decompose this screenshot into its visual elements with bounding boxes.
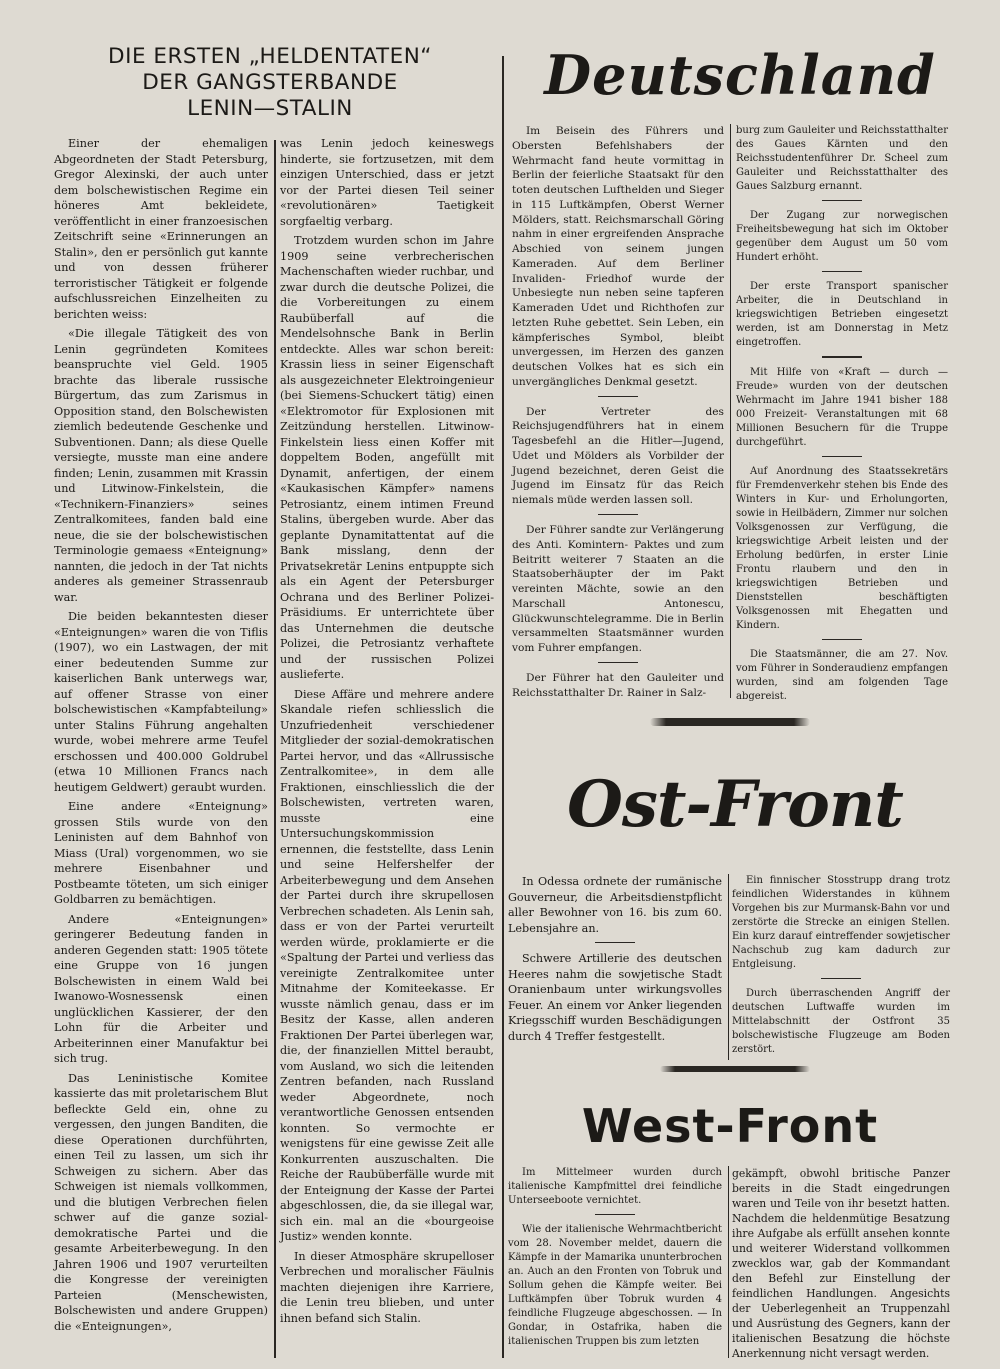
headline-line-2: DER GANGSTERBANDE [142, 70, 398, 95]
section-divider [650, 718, 810, 726]
paragraph: Die beiden bekanntesten dieser «Enteignungen» waren die von Tiflis (1907), wo ein Lastwagen, der mit einer bedeutenden Summe zur kaiserlichen Bank unterwegs war, auf offener Strasse von einer bolschewistischen «Kampfabteilung» unter Stalins Führung angehalten wurde, wobei mehrere arme Teufel erschossen und 400.000 Goldrubel (etwa 10 Millionen Francs nach heutigem Geldwert) geraubt wurden. [54, 610, 268, 794]
paragraph: «Die illegale Tätigkeit des von Lenin gegründeten Komitees beanspruchte viel Geld. 1905 brachte das liberale russische Bürgertum, das zum Zarismus in Opposition stand, den Bolschewisten ziemlich bedeutende Geschenke und Subventionen. Dann; als diese Quelle versiegte, musste man eine andere finden; Lenin, zusammen mit Krassin und Litwinow-Finkelstein, die «Technikern-Finanziers» seines Zentralkomitees, fanden bald eine neue, die sie der bolschewistischen Terminologie gemaess «Enteignung» nannten, die jedoch in der Tat nichts anderes als gemeiner Strassenraub war. [54, 327, 268, 604]
news-item: Mit Hilfe von «Kraft — durch — Freude» wurden von der deutschen Wehrmacht im Jahre 1941 bisher 188 000 Freizeit- Veranstaltungen mit 68 Millionen Besuchern für die Truppe durchgeführt. [736, 366, 948, 448]
item-separator [822, 456, 862, 457]
news-item: Durch überraschenden Angriff der deutschen Luftwaffe wurden im Mittelabschnitt der Ostfront 35 bolschewistische Flugzeuge am Boden zerstört. [732, 988, 950, 1056]
item-separator [595, 942, 635, 943]
paragraph: Einer der ehemaligen Abgeordneten der Stadt Petersburg, Gregor Alexinski, der auch unter dem bolschewistischen Regime ein höneres Amt bekleidete, veröffentlicht in einer franzoesischen Zeitschrift seine «Erinnerungen an Stalin», den er persönlich gut kannte und von dessen früherer terroristischer Tätigkeit er folgende aufschlussreichen Einzelheiten zu berichten weiss: [54, 137, 268, 321]
ost-front-column-left [508, 874, 722, 1044]
section-rule [502, 56, 504, 1358]
paragraph: In dieser Atmosphäre skrupelloser Verbrechen und moralischer Fäulnis machten diejenigen ihre Karriere, die Lenin treu blieben, und unter ihnen befand sich Stalin. [280, 1249, 494, 1325]
paragraph: was Lenin jedoch keineswegs hinderte, sie fortzusetzen, mit dem einzigen Unterschied, dass er jetzt vor der Partei diesen Teil seiner «revolutionären» Taetigkeit sorgfaeltig verbarg. [280, 137, 494, 228]
paragraph: Eine andere «Enteignung» grossen Stils wurde von den Leninisten auf dem Bahnhof von Miass (Ural) vorgenommen, wo sie mehrere Eisenbahner und Postbeamte töteten, um sich einiger Goldbarren zu bemächtigen. [54, 800, 268, 906]
west-front-masthead: West-Front [581, 1099, 879, 1153]
item-separator [822, 356, 862, 357]
west-front-column-right [732, 1166, 950, 1361]
item-separator [822, 200, 862, 201]
news-item: gekämpft, obwohl britische Panzer bereits in die Stadt eingedrungen waren und Teile von ihr besetzt hatten. Nachdem die heldenmütige Besatzung ihre Aufgabe als erfüllt ansehen konnte und weiterer Widerstand vollkommen zwecklos war, gab der Kommandant den Befehl zur Einstellung der feindlichen Handlungen. Angesichts der Ueberlegenheit an Truppenzahl und Ausrüstung des Gegners, kann der italienischen Besatzung die höchste Anerkennung nicht versagt werden. [732, 1167, 950, 1360]
ost-front-masthead: Ost-Front [567, 767, 903, 842]
news-item: Im Beisein des Führers und Obersten Befehlshabers der Wehrmacht fand heute vormittag in Berlin der feierliche Staatsakt für den toten deutschen Lufthelden und Sieger in 115 Luftkämpfen, Oberst Werner Mölders, statt. Reichsmarschall Göring nahm in einer ergreifenden Ansprache Abschied von seinem jungen Kameraden. Auf dem Berliner Invaliden- Friedhof wurde der Unbesiegte nun neben seine tapferen Kameraden Udet und Richthofen zur letzten Ruhe gebettet. Sein Leben, ein kämpferisches Symbol, bleibt unvergessen, im Herzen des ganzen deutschen Volkes hat es sich ein unvergängliches Denkmal gesetzt. [512, 125, 724, 388]
news-item: Der Zugang zur norwegischen Freiheitsbewegung hat sich im Oktober gegenüber dem August um 50 vom Hundert erhöht. [736, 210, 948, 264]
news-item: Der erste Transport spanischer Arbeiter, die in Deutschland in kriegswichtigen Betrieben eingesetzt werden, ist am Donnerstag in Metz eingetroffen. [736, 281, 948, 349]
paragraph: Diese Affäre und mehrere andere Skandale riefen schliesslich die Unzufriedenheit verschiedener Mitglieder der sozial-demokratischen Partei hervor, und das «Allrussische Zentralkomitee», in dem alle Fraktionen, einschliesslich die der Bolschewisten, vertreten waren, musste eine Untersuchungskommission ernennen, die feststellte, dass Lenin und seine Helfershelfer der Arbeiterbewegung und dem Ansehen der Partei durch ihre skrupellosen Verbrechen schadeten. Als Lenin sah, dass er von der Partei verurteilt werden würde, proklamierte er die «Spaltung der Partei und verliess das vereinigte Zentralkomitee unter Mitnahme der Komiteekasse. Er wusste nämlich genau, dass er im Besitz der Kasse, allen anderen Fraktionen Der Partei überlegen war, die, der finanziellen Mittel beraubt, vom Ausland, wo sich die leitenden Zentren befanden, nach Russland weder Abgeordnete, noch verantwortliche Genossen entsenden konnten. So vermochte er wenigstens für eine gewisse Zeit alle Konkurrenten auszuschalten. Die Reiche der Raubüberfälle wurde mit der Enteignung der Kasse der Partei abgeschlossen, die, da sie illegal war, sich ein. mal an die «bourgeoise Justiz» wenden konnte. [280, 687, 494, 1243]
section-divider [660, 1066, 810, 1072]
item-separator [598, 396, 638, 397]
news-item: burg zum Gauleiter und Reichsstatthalter des Gaues Kärnten und den Reichsstudentenführer Dr. Scheel zum Gauleiter und Reichsstatthalter des Gaues Salzburg ernannt. [736, 125, 948, 192]
news-item: Schwere Artillerie des deutschen Heeres nahm die sowjetische Stadt Oranienbaum unter wirkungsvolles Feuer. An einem vor Anker liegenden Kriegsschiff wurden Beschädigungen durch 4 Treffer festgestellt. [508, 952, 722, 1043]
item-separator [595, 1214, 635, 1215]
headline-line-3: LENIN—STALIN [187, 96, 353, 121]
paragraph: Andere «Enteignungen» geringerer Bedeutung fanden in anderen Gegenden statt: 1905 tötete eine Gruppe von 16 jungen Bolschewisten in einem Wald bei Iwanowo-Wosnessensk einen unglücklichen Kassierer, der den Lohn für die Arbeiter und Arbeiterinnen einer Manufaktur bei sich trug. [54, 912, 268, 1065]
news-item: Auf Anordnung des Staatssekretärs für Fremdenverkehr stehen bis Ende des Winters in Kur- und Erholungorten, sowie in Heilbädern, Zimmer nur solchen Volksgenossen zur Verfügung, die kriegswichtige Arbeit leisten und der Erholung bedürfen, in erster Linie Frontu rlaubern und den in kriegswichtigen Betrieben und Dienststellen beschäftigten Volksgenossen mit Ehegatten und Kindern. [736, 465, 948, 631]
news-item: Wie der italienische Wehrmachtbericht vom 28. November meldet, dauern die Kämpfe in der Mamarika ununterbrochen an. Auch an den Fronten von Tobruk und Sollum gehen die Kämpfe weiter. Bei Luftkämpfen über Tobruk wurden 4 feindliche Flugzeuge abgeschossen. — In Gondar, in Ostafrika, haben die italienischen Truppen bis zum letzten [508, 1224, 722, 1348]
column-rule [728, 874, 729, 1060]
deutschland-column-left [512, 124, 724, 701]
item-separator [822, 639, 862, 640]
headline-line-1: DIE ERSTEN „HELDENTATEN“ [108, 44, 432, 69]
ost-front-column-right [732, 874, 950, 1057]
column-rule [274, 140, 276, 1358]
item-separator [598, 662, 638, 663]
news-item: Im Mittelmeer wurden durch italienische Kampfmittel drei feindliche Unterseeboote vernichtet. [508, 1167, 722, 1206]
news-item: Der Vertreter des Reichsjugendführers hat in einem Tagesbefehl an die Hitler—Jugend, Udet und Mölders als Vorbilder der Jugend bezeichnet, deren Geist die Jugend im Einsatz für das Reich niemals müde werden lassen soll. [512, 405, 724, 507]
deutschland-column-right [736, 124, 948, 704]
item-separator [598, 514, 638, 515]
news-item: Der Führer hat den Gauleiter und Reichsstatthalter Dr. Rainer in Salz- [512, 672, 724, 699]
news-item: Der Führer sandte zur Verlängerung des Anti. Komintern- Paktes und zum Beitritt weiterer 7 Staaten an die Staatsoberhäupter der im Pakt vereinten Mächte, sowie an den Marschall Antonescu, Glückwunschtelegramme. Die in Berlin versammelten Staatsmänner wurden vom Fuhrer empfangen. [512, 524, 724, 655]
article-column-2 [280, 136, 494, 1330]
article-headline [40, 44, 500, 122]
column-rule [730, 124, 731, 698]
paragraph: Das Leninistische Komitee kassierte das mit proletarischem Blut befleckte Geld ein, ohne zu vergessen, den jungen Banditen, die diese Operationen durchführten, einen Teil zu lassen, um sich ihr Schweigen zu sichern. Aber das Schweigen ist niemals vollkommen, und die blutigen Verbrechen fielen schwer auf die ganze sozial-demokratische Partei und die gesamte Arbeiterbewegung. In den Jahren 1906 und 1907 verurteilten die Kongresse der vereinigten Parteien (Menschewisten, Bolschewisten und andere Gruppen) die «Enteignungen», [54, 1071, 268, 1333]
item-separator [821, 978, 861, 979]
column-rule [728, 1166, 729, 1358]
article-column-1 [54, 136, 268, 1338]
deutschland-masthead: Deutschland [544, 43, 936, 107]
news-item: Die Staatsmänner, die am 27. Nov. vom Führer in Sonderaudienz empfangen wurden, sind am folgenden Tage abgereist. [736, 648, 948, 702]
news-item: Ein finnischer Stosstrupp drang trotz feindlichen Widerstandes in kühnem Vorgehen bis zur Murmansk-Bahn vor und zerstörte die Strecke an einigen Stellen. Ein kurz darauf eintreffender sowjetischer Nachschub zug kam dadurch zur Entgleisung. [732, 875, 950, 970]
news-item: In Odessa ordnete der rumänische Gouverneur, die Arbeitsdienstpflicht aller Bewohner von 16. bis zum 60. Lebensjahre an. [508, 875, 722, 935]
west-front-column-left [508, 1166, 722, 1349]
paragraph: Trotzdem wurden schon im Jahre 1909 seine verbrecherischen Machenschaften wieder ruchbar, und zwar durch die deutsche Polizei, die die Vorbereitungen zu einem Raubüberfall auf die Mendelsohnsche Bank in Berlin entdeckte. Alles war schon bereit: Krassin liess in seiner Eigenschaft als ausgezeichneter Elektroingenieur (bei Siemens-Schuckert tätig) einen «Elektromotor für Explosionen mit Zeitzündung herstellen. Litwinow-Finkelstein liess einen Koffer mit doppeltem Boden, angefüllt mit Dynamit, anfertigen, der einem «Kaukasischen Kämpfer» namens Petrosiantz, einem intimen Freund Stalins, übergeben wurde. Aber das geplante Dynamitattentat auf die Bank misslang, denn der Privatsekretär Lenins entpuppte sich als ein Agent der Petersburger Ochrana und des Berliner Polizei-Präsidiums. Er unterrichtete über das Unternehmen die deutsche Polizei, die Petrosiantz verhaftete und der russischen Polizei auslieferte. [280, 234, 494, 681]
item-separator [822, 271, 862, 272]
